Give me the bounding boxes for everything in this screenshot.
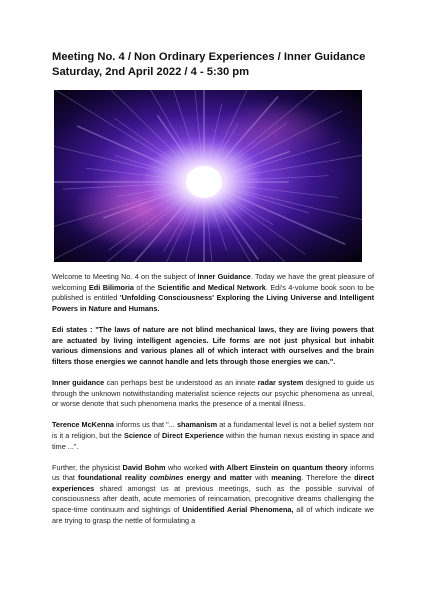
article-body (52, 272, 374, 537)
meeting-date: Saturday, 2nd April 2022 / 4 - 5:30 pm (52, 66, 250, 78)
page-heading (52, 50, 392, 80)
bohm-paragraph: Further, the physicist David Bohm who worked with Albert Einstein on quantum theory informs us that foundational reality combines energy and matter with meaning. Therefore the direct experiences shared amongst us at previous meetings, such as the possible survival of consciousness after death, acute memories of reincarnation, precognitive dreams challenging the space-time continuum and sightings of Unidentified Aerial Phenomena, all of which indicate we are trying to grasp the nettle of formulating a (52, 462, 375, 525)
intro-paragraph: Welcome to Meeting No. 4 on the subject of Inner Guidance. Today we have the great pleasure of welcoming Edi Bilimoria of the Scientific and Medical Network. Edi's 4-volume book soon to be published is entitled 'Unfolding Consciousness' Exploring the Living Universe and Intelligent Powers in Nature and Humans. (52, 272, 375, 313)
starburst-graphic (54, 90, 362, 262)
mckenna-paragraph: Terence McKenna informs us that "... shamanism at a fundamental level is not a belief system nor is it a religion, but the Science of Direct Experience within the human nexus existing in space and time ...". (52, 420, 374, 451)
cosmic-light-image (54, 90, 362, 262)
inner-guidance-paragraph: Inner guidance can perhaps best be understood as an innate radar system designed to guide us through the unknown notwithstanding materialist science rejects our psychic phenomena as unreal, or worse denote that such phenomena marks the presence of a mental illness. (52, 377, 374, 409)
meeting-title: Meeting No. 4 / Non Ordinary Experiences / Inner Guidance (52, 51, 366, 63)
quote-paragraph: Edi states : "The laws of nature are not blind mechanical laws, they are living powers that are actuated by living intelligent agencies. Life forms are not just physical but inhabit various dimensions and various planes all of which interact with ourselves and the brain filters those energies we cannot handle and lets through those energies we can.". (52, 324, 374, 366)
